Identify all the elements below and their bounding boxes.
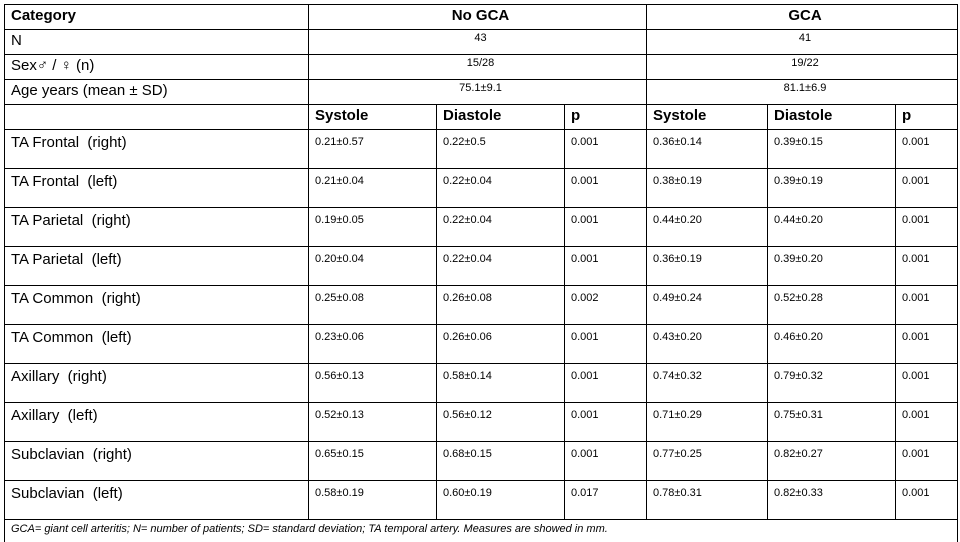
summary-row-sex xyxy=(5,55,958,80)
cell-no-gca-p: 0.001 xyxy=(565,130,647,169)
subheader-gca-p: p xyxy=(896,105,958,130)
cell-no-gca-diastole: 0.22±0.5 xyxy=(437,130,565,169)
table-row xyxy=(5,325,958,364)
cell-no-gca-p: 0.017 xyxy=(565,481,647,520)
cell-gca-systole: 0.49±0.24 xyxy=(647,286,768,325)
row-label: Subclavian (left) xyxy=(5,481,309,520)
row-label: TA Common (left) xyxy=(5,325,309,364)
table-row xyxy=(5,481,958,520)
subheader-gca-systole: Systole xyxy=(647,105,768,130)
cell-no-gca-p: 0.002 xyxy=(565,286,647,325)
cell-gca-p: 0.001 xyxy=(896,247,958,286)
subheader-row xyxy=(5,105,958,130)
header-gca: GCA xyxy=(647,5,958,30)
table-row xyxy=(5,403,958,442)
cell-no-gca-systole: 0.65±0.15 xyxy=(309,442,437,481)
cell-gca-systole: 0.38±0.19 xyxy=(647,169,768,208)
cell-no-gca-diastole: 0.22±0.04 xyxy=(437,208,565,247)
cell-gca-systole: 0.36±0.19 xyxy=(647,247,768,286)
header-row xyxy=(5,5,958,30)
subheader-gca-diastole: Diastole xyxy=(768,105,896,130)
summary-row-age xyxy=(5,80,958,105)
cell-no-gca-diastole: 0.58±0.14 xyxy=(437,364,565,403)
cell-gca-systole: 0.44±0.20 xyxy=(647,208,768,247)
cell-gca-diastole: 0.79±0.32 xyxy=(768,364,896,403)
table-row xyxy=(5,169,958,208)
cell-no-gca-diastole: 0.56±0.12 xyxy=(437,403,565,442)
cell-gca-diastole: 0.44±0.20 xyxy=(768,208,896,247)
cell-no-gca-diastole: 0.60±0.19 xyxy=(437,481,565,520)
cell-no-gca-diastole: 0.26±0.08 xyxy=(437,286,565,325)
cell-no-gca-p: 0.001 xyxy=(565,442,647,481)
cell-gca-diastole: 0.82±0.27 xyxy=(768,442,896,481)
summary-no-gca-value: 15/28 xyxy=(309,55,647,80)
row-label: Subclavian (right) xyxy=(5,442,309,481)
summary-label: Age years (mean ± SD) xyxy=(5,80,309,105)
cell-no-gca-diastole: 0.22±0.04 xyxy=(437,169,565,208)
cell-gca-systole: 0.43±0.20 xyxy=(647,325,768,364)
cell-no-gca-p: 0.001 xyxy=(565,208,647,247)
cell-no-gca-diastole: 0.22±0.04 xyxy=(437,247,565,286)
cell-gca-diastole: 0.52±0.28 xyxy=(768,286,896,325)
summary-row-n xyxy=(5,30,958,55)
cell-no-gca-systole: 0.21±0.04 xyxy=(309,169,437,208)
cell-gca-systole: 0.77±0.25 xyxy=(647,442,768,481)
subheader-empty xyxy=(5,105,309,130)
table-row xyxy=(5,247,958,286)
table-row xyxy=(5,286,958,325)
cell-no-gca-p: 0.001 xyxy=(565,247,647,286)
cell-gca-p: 0.001 xyxy=(896,364,958,403)
results-table xyxy=(4,4,958,542)
table-row xyxy=(5,130,958,169)
cell-gca-p: 0.001 xyxy=(896,481,958,520)
summary-label: N xyxy=(5,30,309,55)
cell-gca-systole: 0.78±0.31 xyxy=(647,481,768,520)
cell-gca-p: 0.001 xyxy=(896,286,958,325)
header-category: Category xyxy=(5,5,309,30)
cell-gca-diastole: 0.39±0.15 xyxy=(768,130,896,169)
cell-gca-p: 0.001 xyxy=(896,403,958,442)
row-label: Axillary (right) xyxy=(5,364,309,403)
cell-gca-p: 0.001 xyxy=(896,208,958,247)
table-row xyxy=(5,208,958,247)
footnote-row xyxy=(5,520,958,542)
summary-gca-value: 81.1±6.9 xyxy=(647,80,958,105)
cell-gca-diastole: 0.82±0.33 xyxy=(768,481,896,520)
row-label: Axillary (left) xyxy=(5,403,309,442)
row-label: TA Parietal (right) xyxy=(5,208,309,247)
summary-gca-value: 41 xyxy=(647,30,958,55)
cell-no-gca-p: 0.001 xyxy=(565,169,647,208)
cell-gca-p: 0.001 xyxy=(896,169,958,208)
cell-no-gca-systole: 0.58±0.19 xyxy=(309,481,437,520)
row-label: TA Frontal (left) xyxy=(5,169,309,208)
cell-no-gca-systole: 0.52±0.13 xyxy=(309,403,437,442)
summary-label: Sex♂ / ♀ (n) xyxy=(5,55,309,80)
cell-no-gca-diastole: 0.26±0.06 xyxy=(437,325,565,364)
header-no-gca: No GCA xyxy=(309,5,647,30)
cell-gca-systole: 0.74±0.32 xyxy=(647,364,768,403)
cell-gca-diastole: 0.39±0.19 xyxy=(768,169,896,208)
subheader-no-gca-systole: Systole xyxy=(309,105,437,130)
cell-no-gca-systole: 0.19±0.05 xyxy=(309,208,437,247)
cell-no-gca-systole: 0.23±0.06 xyxy=(309,325,437,364)
summary-gca-value: 19/22 xyxy=(647,55,958,80)
cell-gca-diastole: 0.46±0.20 xyxy=(768,325,896,364)
cell-no-gca-systole: 0.21±0.57 xyxy=(309,130,437,169)
cell-gca-systole: 0.71±0.29 xyxy=(647,403,768,442)
summary-no-gca-value: 43 xyxy=(309,30,647,55)
row-label: TA Parietal (left) xyxy=(5,247,309,286)
table-row xyxy=(5,442,958,481)
row-label: TA Common (right) xyxy=(5,286,309,325)
row-label: TA Frontal (right) xyxy=(5,130,309,169)
cell-gca-diastole: 0.39±0.20 xyxy=(768,247,896,286)
cell-no-gca-systole: 0.25±0.08 xyxy=(309,286,437,325)
cell-gca-p: 0.001 xyxy=(896,442,958,481)
cell-no-gca-p: 0.001 xyxy=(565,325,647,364)
cell-no-gca-systole: 0.20±0.04 xyxy=(309,247,437,286)
cell-gca-p: 0.001 xyxy=(896,130,958,169)
cell-no-gca-systole: 0.56±0.13 xyxy=(309,364,437,403)
subheader-no-gca-p: p xyxy=(565,105,647,130)
cell-gca-systole: 0.36±0.14 xyxy=(647,130,768,169)
cell-no-gca-p: 0.001 xyxy=(565,364,647,403)
subheader-no-gca-diastole: Diastole xyxy=(437,105,565,130)
cell-no-gca-p: 0.001 xyxy=(565,403,647,442)
summary-no-gca-value: 75.1±9.1 xyxy=(309,80,647,105)
cell-gca-p: 0.001 xyxy=(896,325,958,364)
footnote: GCA= giant cell arteritis; N= number of patients; SD= standard deviation; TA temporal artery. Measures are showed in mm. xyxy=(5,520,958,542)
cell-gca-diastole: 0.75±0.31 xyxy=(768,403,896,442)
table-row xyxy=(5,364,958,403)
cell-no-gca-diastole: 0.68±0.15 xyxy=(437,442,565,481)
